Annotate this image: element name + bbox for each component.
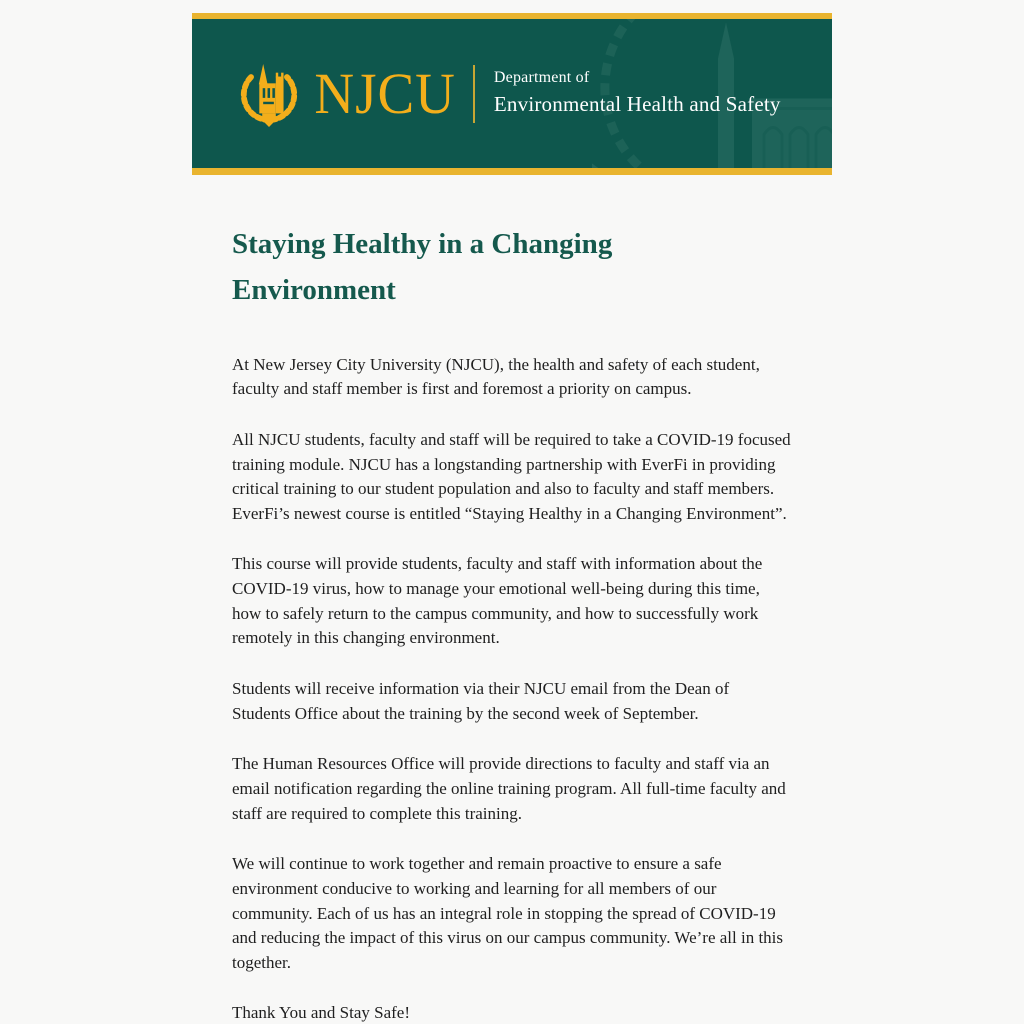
paragraph-course-content: This course will provide students, faculty and staff with information about the COVID-19 virus, how to manage your emotional well-being during this time, how to safely return to the campus community, and how to successfully work remotely in this changing environment.: [232, 554, 763, 648]
paragraph-community: We will continue to work together and remain proactive to ensure a safe environment conducive to working and learning for all members of our community. Each of us has an integral role in stopping the spread of COVID-19 and reducing the impact of this virus on our campus community. We’re all in this together.: [232, 854, 784, 972]
email-body: [192, 222, 832, 1024]
paragraph-hr-notice: The Human Resources Office will provide directions to faculty and staff via an email notification regarding the online training program. All full-time faculty and staff are required to complete this training.: [232, 754, 786, 823]
closing-line: Thank You and Stay Safe!: [232, 1003, 411, 1023]
department-title: Environmental Health and Safety: [493, 92, 781, 117]
logo-divider-rule: [473, 65, 475, 123]
header-banner: [192, 13, 832, 175]
paragraph-intro: At New Jersey City University (NJCU), the health and safety of each student, faculty and staff member is first and foremost a priority on campus.: [232, 354, 760, 399]
njcu-wordmark: NJCU: [314, 61, 456, 126]
paragraph-training-requirement: All NJCU students, faculty and staff will be required to take a COVID-19 focused training module. NJCU has a longstanding partnership with EverFi in providing critical training to our student population and also to faculty and staff members. EverFi’s newest course is entitled “Staying Healthy in a Changing Environment”.: [232, 429, 791, 523]
paragraph-student-notice: Students will receive information via their NJCU email from the Dean of Students Office about the training by the second week of September.: [232, 679, 730, 723]
department-name-block: [494, 67, 781, 119]
njcu-crest-icon: [237, 58, 301, 130]
njcu-logo-lockup: [192, 19, 832, 168]
article-title: Staying Healthy in a Changing Environment: [232, 228, 613, 306]
department-of-label: Department of: [493, 69, 590, 87]
email-newsletter: [192, 13, 832, 1024]
